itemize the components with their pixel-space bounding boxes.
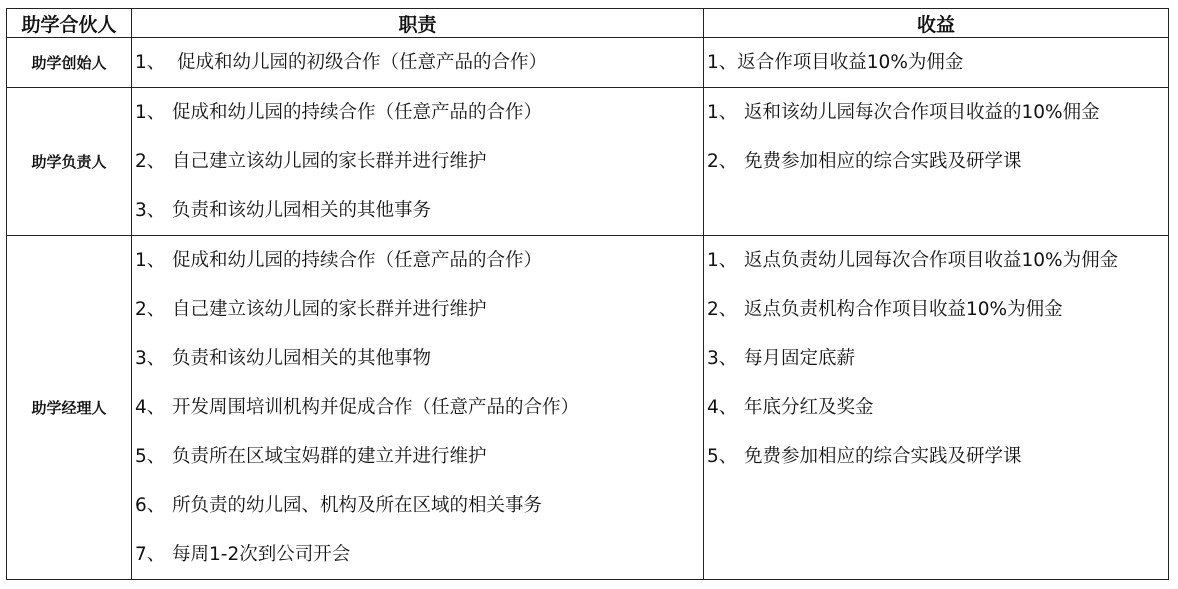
benefit-item: 1、返合作项目收益10%为佣金 <box>707 52 964 73</box>
duty-item: 5、 负责所在区域宝妈群的建立并进行维护 <box>135 446 487 467</box>
benefit-item: 4、 年底分红及奖金 <box>707 397 874 418</box>
benefits-cell <box>704 88 1169 236</box>
header-partner: 助学合伙人 <box>7 9 132 38</box>
benefit-item: 2、 返点负责机构合作项目收益10%为佣金 <box>707 299 1063 320</box>
role-cell: 助学负责人 <box>7 88 132 236</box>
benefit-item: 1、 返和该幼儿园每次合作项目收益的10%佣金 <box>707 102 1100 123</box>
duty-item: 3、 负责和该幼儿园相关的其他事物 <box>135 348 432 369</box>
role-cell: 助学经理人 <box>7 236 132 580</box>
duty-item: 2、 自己建立该幼儿园的家长群并进行维护 <box>135 151 487 172</box>
duty-item: 2、 自己建立该幼儿园的家长群并进行维护 <box>135 299 487 320</box>
duties-cell <box>132 38 704 88</box>
duty-item: 4、 开发周围培训机构并促成合作（任意产品的合作） <box>135 397 580 418</box>
duty-item: 7、 每周1-2次到公司开会 <box>135 544 351 565</box>
header-duties: 职责 <box>132 9 704 38</box>
table-row-leader <box>7 88 1169 236</box>
partner-table <box>6 8 1169 580</box>
benefits-cell <box>704 236 1169 580</box>
role-cell: 助学创始人 <box>7 38 132 88</box>
benefit-item: 3、 每月固定底薪 <box>707 348 856 369</box>
duty-item: 1、 促成和幼儿园的初级合作（任意产品的合作） <box>135 52 548 73</box>
header-benefits: 收益 <box>704 9 1169 38</box>
duty-item: 3、 负责和该幼儿园相关的其他事务 <box>135 200 432 221</box>
benefit-item: 5、 免费参加相应的综合实践及研学课 <box>707 446 1022 467</box>
table-row-manager <box>7 236 1169 580</box>
duties-cell <box>132 88 704 236</box>
benefits-cell <box>704 38 1169 88</box>
benefit-item: 1、 返点负责幼儿园每次合作项目收益10%为佣金 <box>707 250 1119 271</box>
header-row <box>7 9 1169 38</box>
duties-cell <box>132 236 704 580</box>
table-row-founder <box>7 38 1169 88</box>
benefit-item: 2、 免费参加相应的综合实践及研学课 <box>707 151 1022 172</box>
duty-item: 6、 所负责的幼儿园、机构及所在区域的相关事务 <box>135 495 543 516</box>
duty-item: 1、 促成和幼儿园的持续合作（任意产品的合作） <box>135 102 543 123</box>
duty-item: 1、 促成和幼儿园的持续合作（任意产品的合作） <box>135 250 543 271</box>
